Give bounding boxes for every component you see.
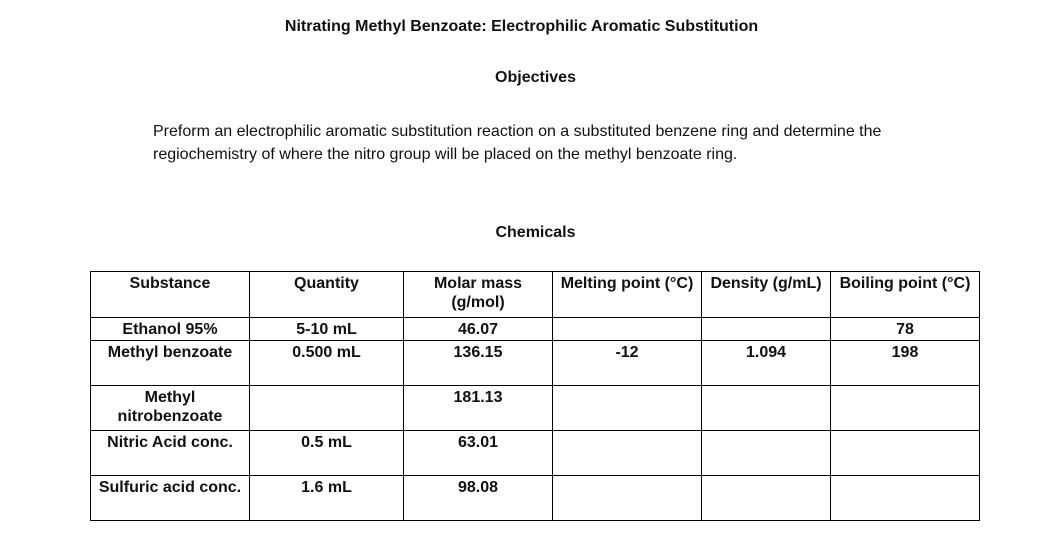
cell-boiling-point	[831, 386, 980, 431]
cell-density	[702, 431, 831, 476]
cell-melting-point	[553, 318, 702, 341]
cell-boiling-point	[831, 476, 980, 521]
cell-melting-point	[553, 431, 702, 476]
cell-melting-point	[553, 386, 702, 431]
table-row	[91, 318, 980, 341]
header-substance: Substance	[91, 272, 250, 318]
cell-density	[702, 318, 831, 341]
chemicals-table	[90, 271, 980, 521]
cell-quantity: 1.6 mL	[250, 476, 404, 521]
table-row	[91, 386, 980, 431]
cell-molar-mass: 63.01	[404, 431, 553, 476]
table-row	[91, 476, 980, 521]
cell-substance: Sulfuric acid conc.	[91, 476, 250, 521]
cell-molar-mass: 136.15	[404, 341, 553, 386]
cell-molar-mass: 181.13	[404, 386, 553, 431]
cell-molar-mass: 46.07	[404, 318, 553, 341]
cell-density	[702, 386, 831, 431]
header-boiling-point: Boiling point (°C)	[831, 272, 980, 318]
cell-substance: Nitric Acid conc.	[91, 431, 250, 476]
cell-boiling-point: 198	[831, 341, 980, 386]
header-quantity: Quantity	[250, 272, 404, 318]
table-header-row	[91, 272, 980, 318]
cell-boiling-point: 78	[831, 318, 980, 341]
cell-substance: Methyl benzoate	[91, 341, 250, 386]
header-molar-mass: Molar mass (g/mol)	[404, 272, 553, 318]
cell-boiling-point	[831, 431, 980, 476]
objectives-heading: Objectives	[495, 69, 576, 86]
objectives-paragraph: Preform an electrophilic aromatic substitution reaction on a substituted benzene ring and determine the regiochemistry of where the nitro group will be placed on the methyl benzoate ring.	[153, 123, 882, 163]
cell-quantity: 0.500 mL	[250, 341, 404, 386]
table-row	[91, 431, 980, 476]
cell-substance: Methyl nitrobenzoate	[91, 386, 250, 431]
header-density: Density (g/mL)	[702, 272, 831, 318]
cell-quantity: 5-10 mL	[250, 318, 404, 341]
table-row	[91, 341, 980, 386]
cell-melting-point	[553, 476, 702, 521]
cell-quantity: 0.5 mL	[250, 431, 404, 476]
cell-substance: Ethanol 95%	[91, 318, 250, 341]
cell-melting-point: -12	[553, 341, 702, 386]
cell-density: 1.094	[702, 341, 831, 386]
header-melting-point: Melting point (°C)	[553, 272, 702, 318]
cell-density	[702, 476, 831, 521]
chemicals-heading: Chemicals	[495, 224, 576, 241]
document-title: Nitrating Methyl Benzoate: Electrophilic Aromatic Substitution	[284, 18, 759, 35]
cell-quantity	[250, 386, 404, 431]
cell-molar-mass: 98.08	[404, 476, 553, 521]
